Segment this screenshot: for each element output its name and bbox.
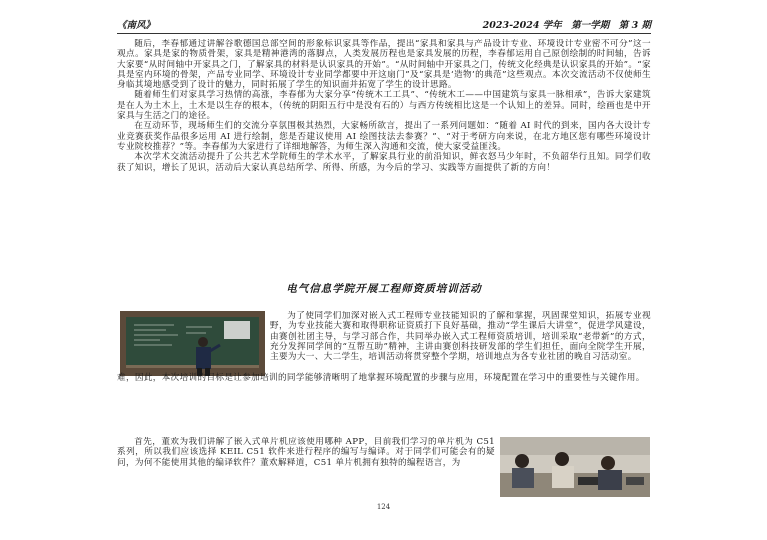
paragraph: 在互动环节，现场师生们的交流分享氛围极其热烈，大家畅所欲言，提出了一系列问题如：“随着 AI 时代的到来，国内各大设计专业竞赛获奖作品很多运用 AI 进行绘制，您是否建议使用 AI 绘图技法去参赛？”、“对于考研方向来说，在北方地区您有哪些环境设计专业院校推荐？”等。李春郁为大家进行了详细地解答，为师生深入沟通和交流，使大家受益匪浅。 bbox=[117, 121, 651, 152]
paragraph: 为了使同学们加深对嵌入式工程师专业技能知识的了解和掌握，巩固课堂知识，拓展专业视野，为专业技能大赛和取得职称证资质打下良好基础，推动“学生课后大讲堂”，促进学风建设，由赛创社团主导，与学习部合作，共同举办嵌入式工程师资质培训，培训采取“老带新”的方式，充分发挥同学间的“互帮互助”精神，主讲由赛创科技研发部的学生们担任，面向全院学生开展，主要为大一、大二学生，培训活动将贯穿整个学期，培训地点为各专业社团的晚自习活动室。 bbox=[270, 311, 651, 363]
paragraph: 本次学术交流活动提升了公共艺术学院师生的学术水平，了解家具行业的前沿知识，鲜衣怒马少年时，不负韶华行且知。同学们收获了知识，增长了见识，活动后大家认真总结所学、所得、所感，为今后的学习、实践等方面提供了新的方向！ bbox=[117, 152, 651, 173]
article-continuation bbox=[117, 39, 651, 266]
header-divider bbox=[117, 33, 651, 34]
classroom-image bbox=[500, 437, 650, 497]
training-photo-classroom bbox=[500, 437, 650, 497]
section-intro bbox=[270, 311, 651, 371]
paragraph: 首先，董欢为我们讲解了嵌入式单片机应该使用哪种 APP，目前我们学习的单片机为 C51 系列，所以我们应该选择 KEIL C51 软件来进行程序的编写与编译。对于同学们可能会有的疑问，为何不能使用其他的编译软件？董欢解释道，C51 单片机拥有独特的编程语言，为 bbox=[117, 437, 495, 468]
page-header bbox=[117, 17, 651, 33]
section-title: 电气信息学院开展工程师资质培训活动 bbox=[286, 283, 482, 295]
section-intro-continued bbox=[117, 371, 651, 437]
blackboard-image bbox=[120, 311, 265, 376]
paragraph: 随后，李春郁通过讲解谷歌德国总部空间的形象标识家具等作品，提出“家具和家具与产品设计专业、环境设计专业密不可分”这一观点。家具是家的物质骨架，家具是精神港湾的落脚点，人类发展历程也是家具发展的历程，李春郁运用自己原创绘制的时间轴，告诉大家要“从时间轴中开家具之门，了解家具的材料是认识家具的开始”。“从时间轴中开家具之门，传统文化经典是认识家具的开始”。“家具是室内环境的骨架，产品专业同学、环境设计专业同学都要中开这扇门”及“家具是‘造物’的典范”这些观点。本次交流活动不仅使师生身临其境地感受到了设计的魅力，同时拓展了学生的知识面并拓宽了学生的设计思路。 bbox=[117, 39, 651, 91]
page-number: 124 bbox=[376, 503, 391, 511]
training-photo-blackboard bbox=[120, 311, 265, 376]
paragraph: 难，因此，本次培训的目标是让参加培训的同学能够清晰明了地掌握环境配置的步骤与应用，环境配置在学习中的重要性与关键作用。 bbox=[117, 372, 645, 383]
journal-name: 《南风》 bbox=[117, 20, 156, 31]
paragraph: 随着师生们对家具学习热情的高涨，李春郁为大家分享“传统木工工具”、“传统木工——中国建筑与家具一脉相承”，告诉大家建筑是在人为土木上，土木是以生存的根本，（传统的阴阳五行中是没有石的）与西方传统相比这是一个认知上的差异。同时，绘画也是中开家具与生活之门的途径。 bbox=[117, 90, 651, 122]
issue-info: 2023-2024 学年 第一学期 第 3 期 bbox=[482, 20, 651, 31]
section-body bbox=[117, 437, 495, 495]
